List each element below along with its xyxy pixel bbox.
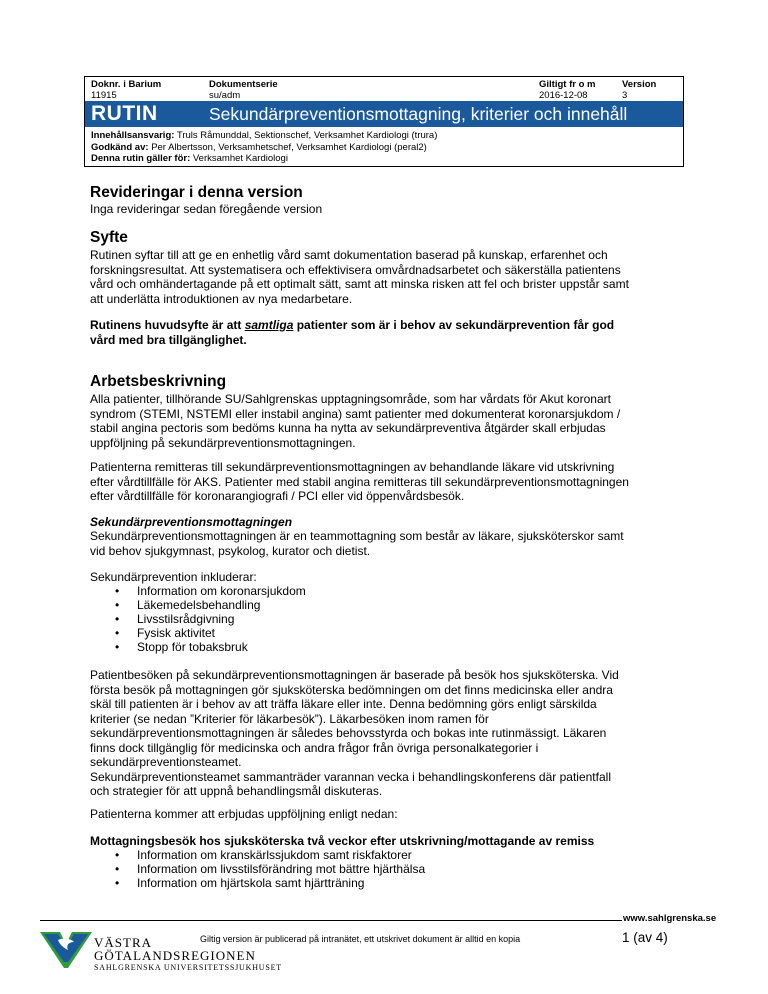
metadata-row (85, 77, 683, 101)
document-header (84, 76, 684, 167)
text-line: finns dock tillgänglig för medicinska och andra frågor från övriga personalkategorier i (90, 740, 539, 755)
list-item: • Läkemedelsbehandling (115, 598, 306, 612)
version-label: Version (622, 79, 657, 90)
doknr-label: Doknr. i Barium (91, 79, 162, 90)
galler-value: Verksamhet Kardiologi (192, 153, 288, 164)
doc-title: Sekundärpreventionsmottagning, kriterier och innehåll (209, 104, 628, 124)
followup-intro: Patienterna kommer att erbjudas uppföljning enligt nedan: (90, 807, 398, 821)
list-item: • Stopp för tobaksbruk (115, 640, 306, 654)
syfte-line: forskningsresultat. Att systematisera och effektivisera omvårdnadsarbetet och säkerställa patientens (90, 262, 621, 277)
mottagning-subheading: Sekundärpreventionsmottagningen (90, 515, 293, 529)
text-line: stabil angina pectoris som bedöms kunna ha nytta av sekundärpreventiva åtgärder skall erbjudas (90, 421, 606, 435)
ansvarig-value: Truls Råmunddal, Sektionschef, Verksamhet Kardiologi (trura) (176, 130, 438, 141)
serie-label: Dokumentserie (209, 79, 278, 90)
arbete-heading: Arbetsbeskrivning (90, 373, 227, 390)
text-line: och strategier för att uppnå behandlingsmål diskuteras. (90, 784, 383, 798)
text-line: uppföljning på sekundärpreventionsmottagningen. (90, 435, 356, 450)
purpose-emphasis: samtliga (244, 318, 294, 332)
text-line: sekundärpreventionsmottagningen är således behovsstyrda och bokas inte rutinmässigt. Läkaren (90, 726, 607, 740)
purpose-post: patienter som är i behov av sekundärprevention får god (293, 318, 615, 332)
footer-divider (40, 920, 622, 921)
includes-list (115, 584, 306, 654)
visit-list (115, 848, 425, 890)
giltig-cell (539, 79, 595, 101)
syfte-heading: Syfte (90, 229, 128, 246)
logo-text-line3: SAHLGRENSKA UNIVERSITETSSJUKHUSET (94, 963, 282, 972)
text-line: skäl till patienten är i behov av att träffa läkare eller inte. Denna bedömning görs enligt särskilda (90, 697, 597, 711)
godkand-value: Per Albertsson, Verksamhetschef, Verksamhet Kardiologi (peral2) (151, 141, 427, 153)
text-line: Sekundärpreventionsmottagningen är en teammottagning som består av läkare, sjuksköterskor samt (90, 529, 624, 543)
galler-line (91, 153, 437, 165)
text-line: Sekundärpreventionsteamet sammanträder varannan vecka i behandlingskonferens där patientfall (90, 769, 611, 784)
visit-heading: Mottagningsbesök hos sjuksköterska två veckor efter utskrivning/mottagande av remiss (90, 834, 595, 848)
ansvarig-line (91, 130, 437, 142)
version-cell (622, 79, 656, 101)
list-item: • Information om livsstilsförändring mot bättre hjärthälsa (115, 862, 425, 876)
galler-label: Denna rutin gäller för: (91, 153, 191, 164)
text-line: Patienterna remitteras till sekundärpreventionsmottagningen av behandlande läkare vid utskrivning (90, 460, 615, 474)
arbete-paragraph-1 (90, 392, 690, 450)
logo-text-line2: GÖTALANDSREGIONEN (94, 948, 256, 963)
list-item: • Information om hjärtskola samt hjärtträning (115, 876, 425, 890)
footer-note: Giltig version är publicerad på intranätet, ett utskrivet dokument är alltid en kopia (200, 934, 521, 944)
revision-text: Inga revideringar sedan föregående version (90, 202, 323, 216)
version-value: 3 (622, 90, 628, 101)
text-line: vid behov sjukgymnast, psykolog, kurator och dietist. (90, 543, 371, 558)
purpose-pre: Rutinens huvudsyfte är att (90, 318, 245, 332)
purpose-line2: vård med bra tillgänglighet. (90, 332, 247, 347)
list-item: • Livsstilsrådgivning (115, 612, 306, 626)
includes-intro: Sekundärprevention inkluderar: (90, 570, 257, 584)
text-line: kriterier (se nedan ”Kriterier för läkarbesök”). Läkarbesöken inom ramen för (90, 711, 489, 726)
doknr-value: 11915 (91, 90, 117, 101)
vgr-logo-icon (38, 928, 94, 970)
text-line: sekundärpreventionsteamet. (90, 755, 242, 769)
logo-text-line1: VÄSTRA (94, 935, 153, 950)
syfte-line: vård och omhändertagande på ett optimalt sätt, samt att minska risken att fel och brister uppstår samt (90, 277, 629, 291)
godkand-label: Godkänd av: (91, 141, 149, 153)
syfte-line: att underlätta introduktionen av nya medarbetare. (90, 291, 353, 306)
text-line: efter vårdtillfälle för AKS. Patienter med stabil angina remitteras till sekundärpreventionsmottagningen (90, 474, 629, 489)
text-line: första besök på mottagningen gör sjuksköterska bedömningen om det finns medicinska eller andra (90, 682, 613, 697)
syfte-line: Rutinen syftar till att ge en enhetlig vård samt dokumentation baserad på kunskap, erfarenhet och (90, 248, 608, 262)
syfte-paragraph (90, 248, 690, 306)
arbete-paragraph-4 (90, 668, 690, 799)
arbete-paragraph-3 (90, 529, 690, 558)
godkand-line (91, 142, 437, 154)
footer-url[interactable]: www.sahlgrenska.se (623, 913, 717, 924)
list-item: • Information om kranskärlssjukdom samt riskfaktorer (115, 848, 425, 862)
doknr-cell (91, 79, 161, 101)
doc-type: RUTIN (91, 102, 158, 125)
arbete-paragraph-2 (90, 460, 690, 504)
text-line: Patientbesöken på sekundärpreventionsmottagningen är baserade på besök hos sjuksköterska. Vid (90, 668, 619, 682)
giltig-value: 2016-12-08 (539, 90, 588, 101)
list-item: • Fysisk aktivitet (115, 626, 306, 640)
text-line: efter vårdtillfälle för koronarangiografi / PCI eller vid öppenvårdsbesök. (90, 489, 465, 503)
serie-cell (209, 79, 278, 101)
revision-heading: Revideringar i denna version (90, 184, 303, 201)
text-line: syndrom (STEMI, NSTEMI eller instabil angina) samt patienter med dokumenterat koronarsjukdom / (90, 406, 621, 421)
title-band (85, 101, 683, 127)
responsibility-block (91, 130, 437, 165)
page-number: 1 (av 4) (622, 930, 668, 945)
syfte-main-purpose (90, 318, 690, 347)
list-item: • Information om koronarsjukdom (115, 584, 306, 598)
ansvarig-label: Innehållsansvarig: (91, 130, 175, 141)
text-line: Alla patienter, tillhörande SU/Sahlgrenskas upptagningsområde, som har vårdats för Akut koronart (90, 392, 611, 406)
giltig-label: Giltigt fr o m (539, 79, 596, 90)
serie-value: su/adm (209, 90, 241, 101)
